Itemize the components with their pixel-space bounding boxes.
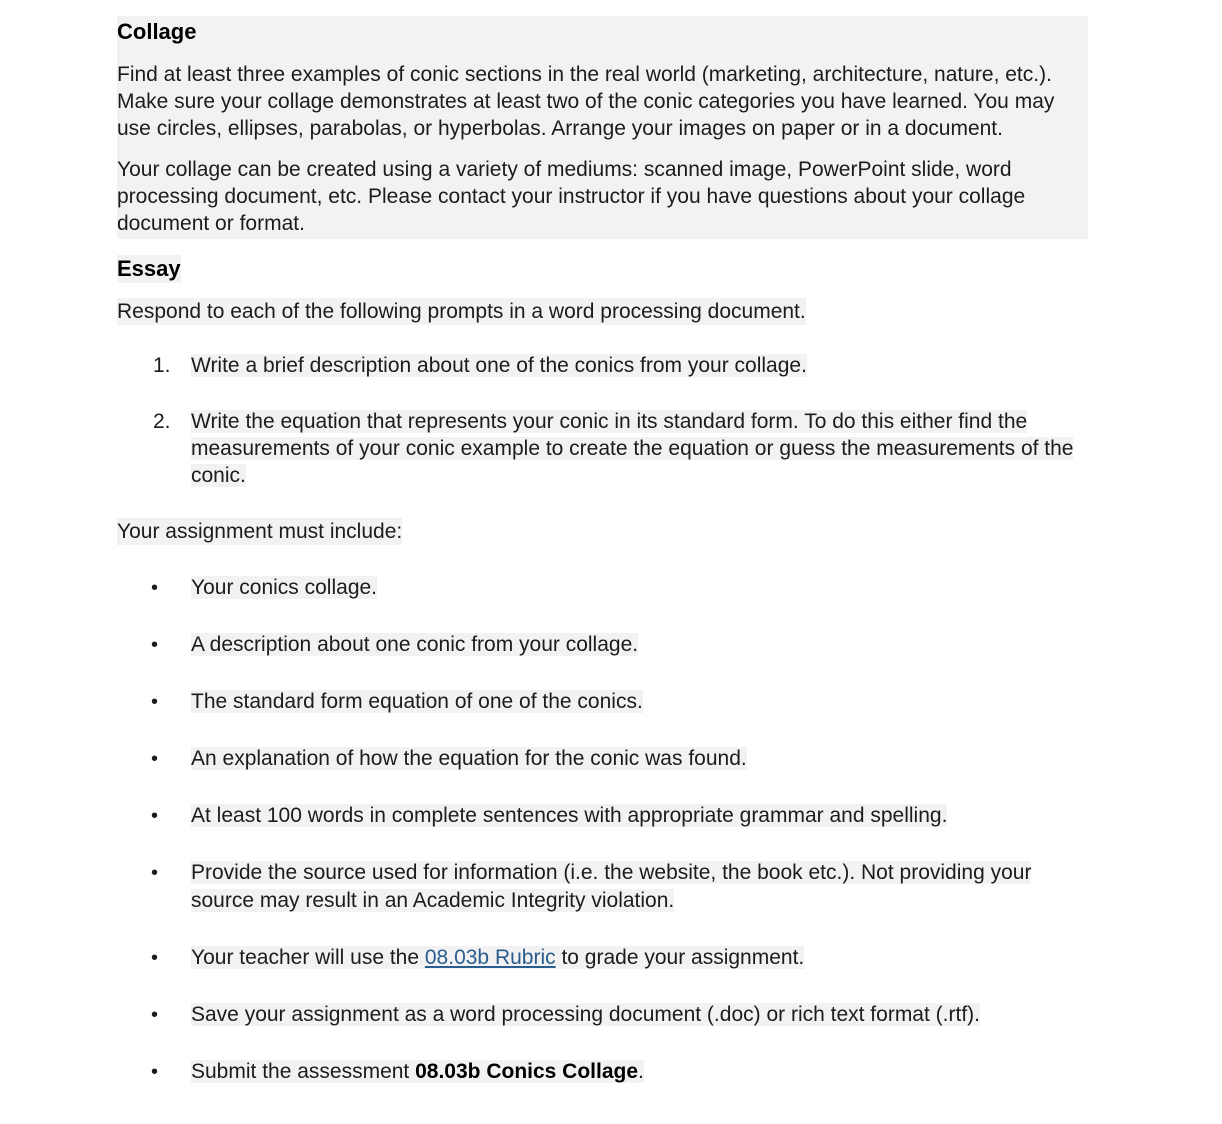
bullet-icon: •: [151, 862, 159, 884]
list-item: [117, 1001, 1089, 1029]
bullet-icon: •: [151, 805, 159, 827]
list-item: [117, 944, 1089, 972]
requirement-text: Save your assignment as a word processing document (.doc) or rich text format (.rtf).: [191, 1003, 980, 1026]
requirement-text: Provide the source used for information (i.e. the website, the book etc.). Not providing your source may result in an Academic Integrity violation.: [191, 861, 1032, 912]
assignment-document: [117, 16, 1089, 1115]
bullet-icon: •: [151, 748, 159, 770]
collage-heading: Collage: [117, 19, 197, 44]
requirement-text: [191, 946, 804, 969]
submit-text-before: Submit the assessment: [191, 1060, 416, 1083]
prompt-list: [117, 352, 1089, 489]
bullet-icon: •: [151, 1061, 159, 1083]
prompt-text: Write a brief description about one of the conics from your collage.: [191, 354, 807, 377]
list-item: [117, 688, 1089, 716]
list-number: 1.: [153, 354, 171, 377]
rubric-text-after: to grade your assignment.: [555, 946, 805, 969]
requirement-text: An explanation of how the equation for the conic was found.: [191, 747, 747, 770]
collage-section: [117, 16, 1088, 239]
list-item: [117, 631, 1089, 659]
list-item: [117, 802, 1089, 830]
submit-text-after: .: [638, 1060, 644, 1083]
requirements-heading: Your assignment must include:: [117, 520, 403, 543]
requirement-text: A description about one conic from your collage.: [191, 633, 639, 656]
essay-heading: Essay: [117, 256, 181, 281]
essay-intro: Respond to each of the following prompts in a word processing document.: [117, 300, 806, 323]
requirement-text: At least 100 words in complete sentences with appropriate grammar and spelling.: [191, 804, 948, 827]
requirement-text: [191, 1060, 644, 1083]
bullet-icon: •: [151, 947, 159, 969]
rubric-text-before: Your teacher will use the: [191, 946, 425, 969]
requirement-text: The standard form equation of one of the conics.: [191, 690, 643, 713]
list-number: 2.: [153, 410, 171, 433]
list-item: [117, 859, 1089, 915]
prompt-text: Write the equation that represents your conic in its standard form. To do this either find the measurements of your conic example to create the equation or guess the measurements of the conic.: [191, 410, 1074, 487]
assessment-name: 08.03b Conics Collage: [415, 1060, 639, 1083]
list-item: [117, 352, 1089, 379]
bullet-icon: •: [151, 1004, 159, 1026]
collage-paragraph-2: Your collage can be created using a variety of mediums: scanned image, PowerPoint slide, word processing document, etc. Please contact your instructor if you have questions about your collage document or format.: [117, 158, 1026, 235]
bullet-icon: •: [151, 634, 159, 656]
list-item: [117, 574, 1089, 602]
list-item: [117, 408, 1089, 489]
requirement-text: Your conics collage.: [191, 576, 378, 599]
bullet-icon: •: [151, 691, 159, 713]
list-item: [117, 745, 1089, 773]
rubric-link[interactable]: 08.03b Rubric: [424, 946, 556, 969]
list-item: [117, 1058, 1089, 1086]
requirements-list: [117, 574, 1089, 1086]
essay-section: [117, 239, 1089, 489]
collage-paragraph-1: Find at least three examples of conic sections in the real world (marketing, architecture, nature, etc.). Make sure your collage demonstrates at least two of the conic categories you have learned. You may use circles, ellipses, parabolas, or hyperbolas. Arrange your images on paper or in a document.: [117, 63, 1055, 140]
bullet-icon: •: [151, 577, 159, 599]
